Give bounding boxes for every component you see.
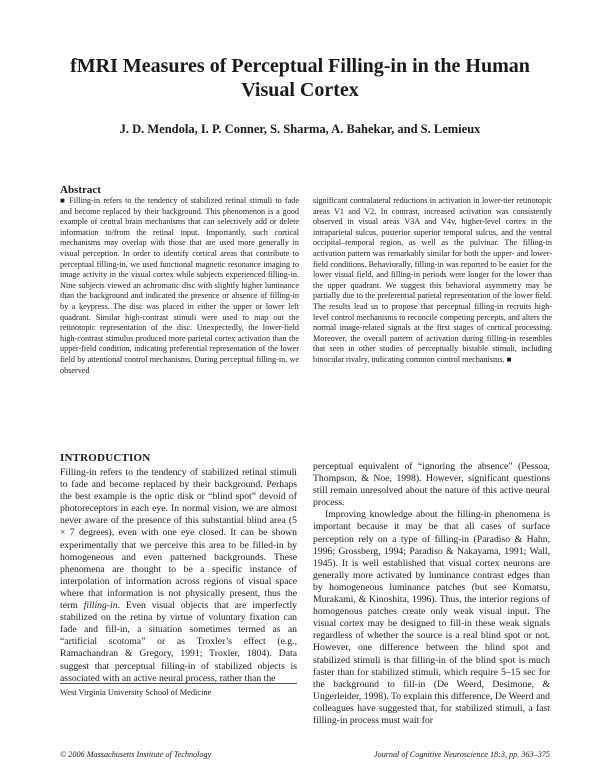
paper-title: fMRI Measures of Perceptual Filling-in in the Human Visual Cortex: [70, 55, 530, 101]
intro-paragraph-1-continued: perceptual equivalent of “ignoring the absence” (Pessoa, Thompson, & Noe, 1998). However, significant questions still remain unresolved about the nature of this active neural process.: [313, 461, 550, 509]
abstract-text-right: significant contralateral reductions in activation in lower-tier retinotopic areas V1 and V2. In contrast, increased activation was consistently observed in visual areas V3A and V4v, higher-level cortex in the intraparietal sulcus, posterior superior temporal sulcus, and the ventral occipital–temporal region, as well as the pulvinar. The filling-in activation pattern was remarkably similar for both the upper- and lower-field conditions. Behaviorally, filling-in was reported to be easier for the lower visual field, and filling-in periods were longer for the lower than the upper quadrant. We suggest this behavioral asymmetry may be partially due to the preferential parietal representation of the lower field. The results lead us to propose that perceptual filling-in recruits high-level control mechanisms to reconcile competing percepts, and alters the normal image-related signals at the first stages of cortical processing. Moreover, the overall pattern of activation during filling-in resembles that seen in other studies of perceptually bistable stimuli, including binocular rivalry, indicating common control mechanisms.: [313, 196, 552, 364]
abstract-right-column: [313, 196, 552, 366]
abstract-end-square-icon: ■: [506, 354, 512, 364]
abstract-heading: Abstract: [60, 184, 101, 196]
author-list: J. D. Mendola, I. P. Conner, S. Sharma, A. Bahekar, and S. Lemieux: [119, 122, 481, 136]
author-affiliation: West Virginia University School of Medicine: [60, 688, 212, 697]
intro-left-column: [60, 467, 297, 685]
abstract-start-square-icon: ■: [60, 196, 66, 205]
copyright-notice: © 2006 Massachusetts Institute of Technology: [60, 750, 212, 759]
introduction-heading: INTRODUCTION: [60, 452, 151, 464]
intro-paragraph-2: Improving knowledge about the filling-in phenomena is important because it may be that all cases of surface perception rely on a type of filling-in (Paradiso & Hahn, 1996; Grossberg, 1994; Paradiso & Nakayama, 1991; Wall, 1945). It is well established that visual cortex neurons are generally more activated by luminance contrast edges than by homogeneous luminance patches (but see Komatsu, Murakami, & Kinoshita, 1996). Thus, the interior regions of homogenous patches create only weak visual input. The visual cortex may be designed to fill-in these weak signals regardless of whether the source is a real blind spot or not. However, one difference between the blind spot and stabilized stimuli is that filling-in of the blind spot is much faster than for stabilized stimuli, which require 5–15 sec for the background to fill-in (De Weerd, Desimone, & Ungerleider, 1998). To explain this difference, De Weerd and colleagues have suggested that, for stabilized stimuli, a fast filling-in process must wait for: [313, 509, 550, 726]
abstract-text-left: Filling-in refers to the tendency of stabilized retinal stimuli to fade and become replaced by their background. This phenomenon is a good example of central brain mechanisms that can selectively add or delete information to/from the retinal input. Importantly, such cortical mechanisms may overlap with those that are used more generally in visual perception. In order to identify cortical areas that contribute to perceptual filling-in, we used functional magnetic resonance imaging to image activity in the visual cortex while subjects experienced filling-in. Nine subjects viewed an achromatic disc with slightly higher luminance than the background and indicated the presence or absence of filling-in by a keypress. The disc was placed in either the upper or lower left quadrant. Similar high-contrast stimuli were used to map out the retinotopic representation of the disc. Unexpectedly, the lower-field high-contrast stimulus produced more parietal cortex activation than the upper-field condition, indicating preferential representation of the lower field by attentional control mechanisms. During perceptual filling-in, we observed: [60, 196, 299, 375]
intro-text-a: Filling-in refers to the tendency of stabilized retinal stimuli to fade and become replaced by their background. Perhaps the best example is the optic disk or “blind spot” devoid of photoreceptors in each eye. In normal vision, we are almost never aware of the presence of this substantial blind area (5 × 7 degrees), even with one eye closed. It can be shown experimentally that we perceive this area to be filled-in by homogeneous and even patterned backgrounds. These phenomena are thought to be a specific instance of interpolation of information across regions of visual space where that information is not physically present, thus the term: [60, 467, 297, 612]
journal-citation: Journal of Cognitive Neuroscience 18:3, pp. 363–375: [373, 750, 550, 759]
abstract-left-column: [60, 196, 299, 376]
footnote-divider: [60, 683, 297, 684]
intro-paragraph-1: [60, 467, 297, 685]
intro-text-b: . Even visual objects that are imperfectly stabilized on the retina by virtue of voluntary fixation can fade and fill-in, a situation sometimes termed as an “artificial scotoma” or as Troxler’s effect (e.g., Ramachandran & Gregory, 1991; Troxler, 1804). Data suggest that perceptual filling-in of stabilized objects is associated with an active neural process, rather than the: [60, 600, 297, 684]
intro-right-column: [313, 461, 550, 727]
intro-italic-term: filling-in: [83, 600, 118, 612]
